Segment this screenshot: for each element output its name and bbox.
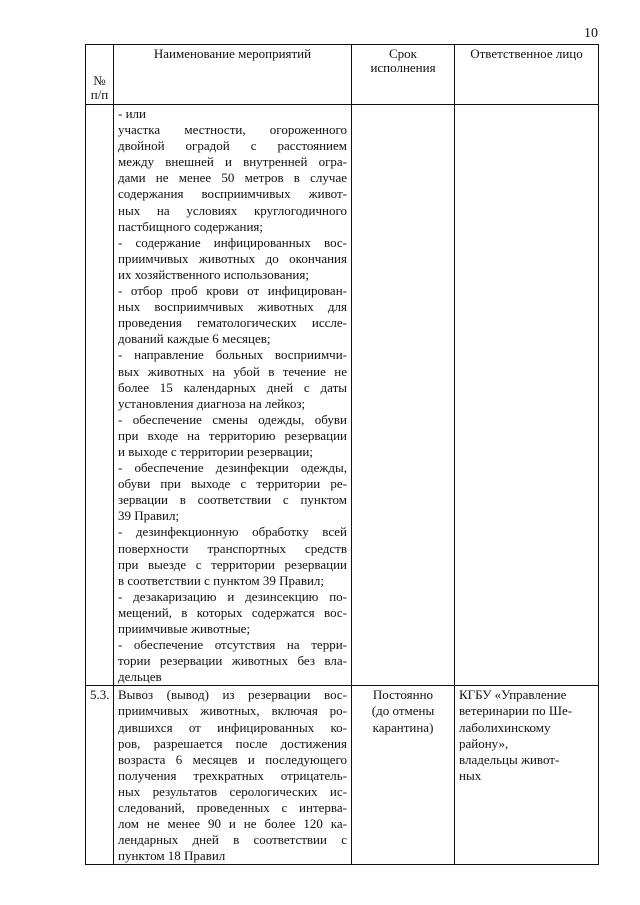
responsible-line: владельцы живот- xyxy=(459,751,560,767)
header-number xyxy=(86,45,114,105)
term-line: карантина) xyxy=(372,719,434,735)
header-responsible: Ответственное лицо xyxy=(455,45,599,105)
activity-line: ных восприимчивых животных для xyxy=(118,299,347,315)
activity-line: пастбищного содержания; xyxy=(118,218,264,234)
activity-line: дельцев xyxy=(118,669,162,685)
activity-line: - обеспечение дезинфекции одежды, xyxy=(118,460,347,476)
responsible-cell xyxy=(455,105,599,686)
activity-line: поверхности транспортных средств xyxy=(118,540,347,556)
activity-line: - содержание инфицированных вос- xyxy=(118,234,347,250)
activity-line: участка местности, огороженного xyxy=(118,122,347,138)
activity-line: - обеспечение отсутствия на терри- xyxy=(118,637,347,653)
term-line: Постоянно xyxy=(372,687,434,703)
activity-line: приимчивых животных, включая ро- xyxy=(118,703,347,719)
responsible-line: лаболихинскому xyxy=(459,719,551,735)
term-text xyxy=(356,687,450,735)
header-activity: Наименование мероприятий xyxy=(114,45,352,105)
activity-line: возраста 6 месяцев и последующего xyxy=(118,751,347,767)
header-term-line1: Срок xyxy=(389,46,417,61)
activity-line: 39 Правил; xyxy=(118,508,180,524)
activity-line: при входе на территорию резервации xyxy=(118,427,347,443)
responsible-text xyxy=(459,687,594,784)
responsible-line: ветеринарии по Ше- xyxy=(459,703,573,719)
table-header-row xyxy=(86,45,599,105)
responsible-line: ных xyxy=(459,767,482,783)
activity-line: приимчивые животные; xyxy=(118,621,251,636)
term-cell xyxy=(352,686,455,865)
header-number-symbol: № xyxy=(93,73,106,88)
activity-line: при выезде с территории резервации xyxy=(118,556,347,572)
responsible-line: КГБУ «Управление xyxy=(459,687,567,703)
activity-line: между внешней и внутренней огра- xyxy=(118,154,347,170)
responsible-cell xyxy=(455,686,599,865)
activity-line: зервации в соответствии с пунктом xyxy=(118,492,347,508)
activity-line: тории резервации животных без вла- xyxy=(118,653,347,669)
activity-line: приимчивых животных до окончания xyxy=(118,250,347,266)
activity-line: установления диагноза на лейкоз; xyxy=(118,395,306,411)
header-term xyxy=(352,45,455,105)
activity-line: получения трехкратных отрицатель- xyxy=(118,767,347,783)
activity-line: дившихся от инфицированных ко- xyxy=(118,719,347,735)
activity-line: ных результатов серологических ис- xyxy=(118,783,347,799)
activity-line: проведения гематологических иссле- xyxy=(118,315,347,331)
activity-line: вых животных на убой в течение не xyxy=(118,363,347,379)
row-number-cell: 5.3. xyxy=(86,686,114,865)
activity-line: их хозяйственного использования; xyxy=(118,266,309,282)
activity-line: пунктом 18 Правил xyxy=(118,848,226,864)
activity-line: лом не менее 90 и не более 120 ка- xyxy=(118,816,347,832)
activity-line: мещений, в которых содержатся вос- xyxy=(118,604,347,620)
activity-line: Вывоз (вывод) из резервации вос- xyxy=(118,687,347,703)
activity-text xyxy=(118,687,347,864)
activity-line: лендарных дней в соответствии с xyxy=(118,832,347,848)
activity-line: - дезинфекционную обработку всей xyxy=(118,524,347,540)
table-row xyxy=(86,105,599,686)
page-number: 10 xyxy=(584,26,598,41)
activity-line: следований, проведенных с интерва- xyxy=(118,800,347,816)
activity-line: содержания восприимчивых живот- xyxy=(118,186,347,202)
activity-line: в соответствии с пунктом 39 Правил; xyxy=(118,572,325,588)
activity-line: двойной оградой с расстоянием xyxy=(118,138,347,154)
activity-cell xyxy=(114,686,352,865)
header-number-abbr: п/п xyxy=(90,87,109,102)
term-cell xyxy=(352,105,455,686)
responsible-line: району», xyxy=(459,735,509,751)
table-row xyxy=(86,686,599,865)
activity-line: - или xyxy=(118,106,146,121)
row-number-cell xyxy=(86,105,114,686)
term-line: (до отмены xyxy=(371,703,435,719)
activity-line: дований каждые 6 месяцев; xyxy=(118,331,271,347)
activity-text xyxy=(118,106,347,685)
activity-line: и выходе с территории резервации; xyxy=(118,443,313,459)
activity-line: дами не менее 50 метров в случае xyxy=(118,170,347,186)
activity-cell xyxy=(114,105,352,686)
header-term-line2: исполнения xyxy=(370,60,436,75)
activity-line: более 15 календарных дней с даты xyxy=(118,379,347,395)
activity-line: - дезакаризацию и дезинсекцию по- xyxy=(118,588,347,604)
measures-table xyxy=(85,44,599,865)
activity-line: - обеспечение смены одежды, обуви xyxy=(118,411,347,427)
activity-line: обуви при выходе с территории ре- xyxy=(118,476,347,492)
activity-line: - отбор проб крови от инфицирован- xyxy=(118,283,347,299)
activity-line: - направление больных восприимчи- xyxy=(118,347,347,363)
activity-line: ных на условиях круглогодичного xyxy=(118,202,347,218)
activity-line: ров, разрешается после достижения xyxy=(118,735,347,751)
